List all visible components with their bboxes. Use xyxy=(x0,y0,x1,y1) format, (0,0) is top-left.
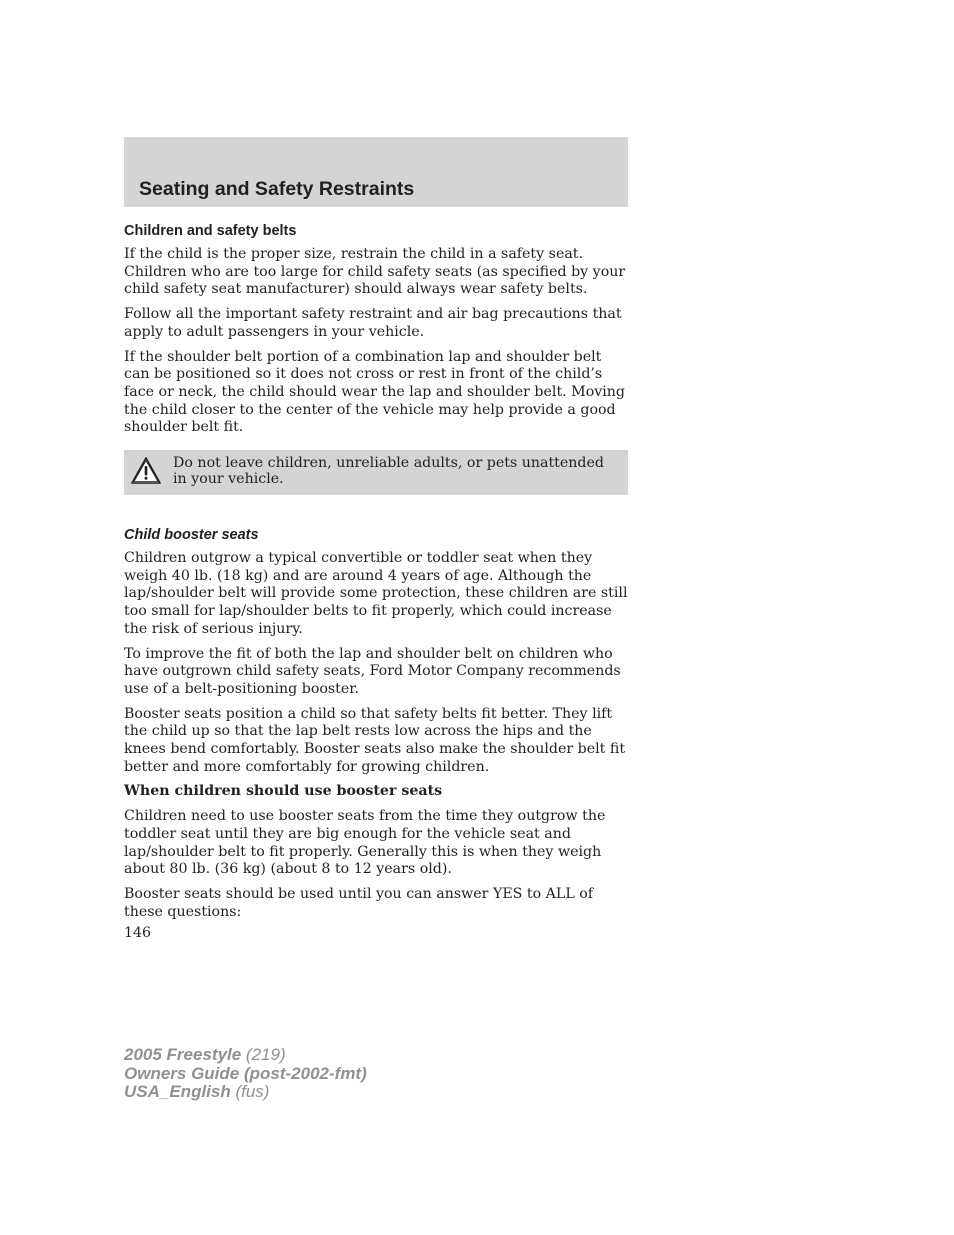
footer-guide: Owners Guide (post-2002-fmt) xyxy=(124,1063,367,1083)
warning-triangle-icon xyxy=(130,456,162,485)
warning-text: Do not leave children, unreliable adults, or pets unattended in your vehicle. xyxy=(173,455,604,488)
paragraph: To improve the fit of both the lap and shoulder belt on children who have outgrown child safety seats, Ford Motor Company recommends use of a belt-positioning booster. xyxy=(124,645,621,697)
paragraph: If the child is the proper size, restrain the child in a safety seat. Children who are too large for child safety seats (as specified by your child safety seat manufacturer) should always wear safety belts. xyxy=(124,246,626,298)
heading-when-children-use-boosters: When children should use booster seats xyxy=(124,783,443,800)
footer-line-1 xyxy=(124,1046,367,1065)
heading-children-safety-belts: Children and safety belts xyxy=(124,223,297,239)
footer-line-3 xyxy=(124,1083,367,1102)
paragraph: Children outgrow a typical convertible or toddler seat when they weigh 40 lb. (18 kg) and are around 4 years of age. Although the lap/shoulder belt will provide some protection, these children are still too small for lap/shoulder belts to fit properly, which could increase the risk of serious injury. xyxy=(124,550,628,637)
heading-child-booster-seats: Child booster seats xyxy=(124,527,259,544)
paragraph: Children need to use booster seats from the time they outgrow the toddler seat until they are big enough for the vehicle seat and lap/shoulder belt to fit properly. Generally this is when they weigh about 80 lb. (36 kg) (about 8 to 12 years old). xyxy=(124,808,606,878)
paragraph: Booster seats should be used until you can answer YES to ALL of these questions: xyxy=(124,885,594,920)
footer-language-code: (fus) xyxy=(230,1082,270,1101)
footer-model-code: (219) xyxy=(241,1045,286,1064)
document-footer xyxy=(124,1046,367,1102)
section-header-band xyxy=(124,137,628,207)
footer-line-2 xyxy=(124,1065,367,1084)
paragraph: If the shoulder belt portion of a combination lap and shoulder belt can be positioned so it does not cross or rest in front of the child’s face or neck, the child should wear the lap and shoulder belt. Moving the child closer to the center of the vehicle may help provide a good shoulder belt fit. xyxy=(124,348,626,436)
warning-box xyxy=(124,450,628,495)
paragraph: Follow all the important safety restraint and air bag precautions that apply to adult passengers in your vehicle. xyxy=(124,306,622,340)
section-title: Seating and Safety Restraints xyxy=(139,178,415,200)
footer-language: USA_English xyxy=(124,1082,231,1101)
page-number: 146 xyxy=(124,925,152,941)
paragraph: Booster seats position a child so that safety belts fit better. They lift the child up so that the lap belt rests low across the hips and the knees bend comfortably. Booster seats also make the shoulder belt fit better and more comfortably for growing children. xyxy=(124,705,626,775)
page-content xyxy=(124,218,628,928)
footer-model: 2005 Freestyle xyxy=(124,1045,242,1064)
